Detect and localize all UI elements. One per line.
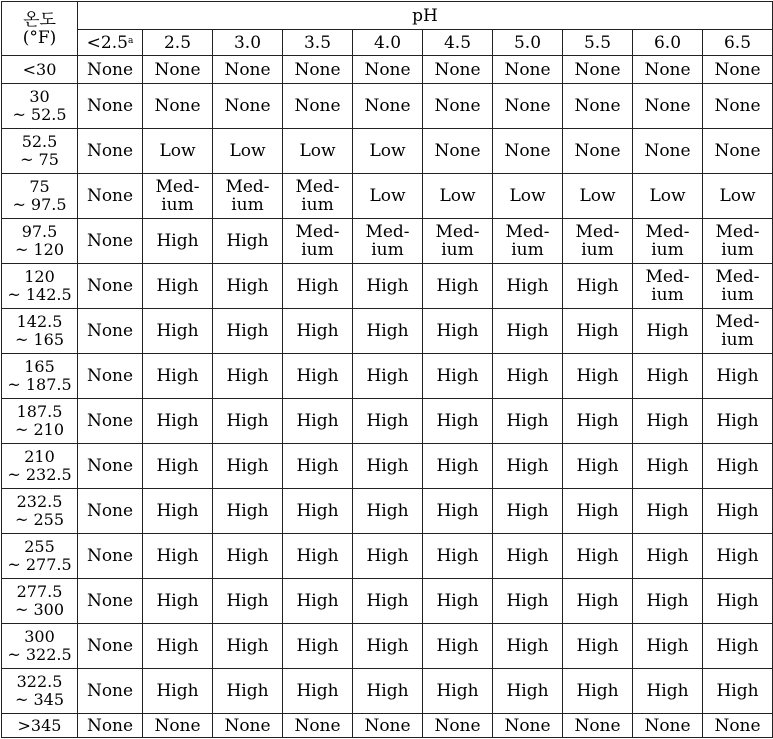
table-row xyxy=(2,174,773,219)
risk-level-line: Med- xyxy=(295,177,340,197)
risk-level-cell: Low xyxy=(283,129,353,174)
risk-level-cell: None xyxy=(78,624,143,669)
risk-level-line: ium xyxy=(441,240,474,260)
temperature-range-cell xyxy=(2,174,78,219)
temperature-header xyxy=(2,2,78,56)
risk-level-cell: High xyxy=(423,264,493,309)
risk-level-line: ium xyxy=(301,240,334,260)
risk-level-cell: High xyxy=(633,444,703,489)
ph-header-cell: 4.5 xyxy=(423,30,493,56)
risk-level-cell: High xyxy=(423,669,493,714)
risk-level-cell: None xyxy=(563,129,633,174)
risk-level-cell: None xyxy=(78,444,143,489)
risk-level-cell: High xyxy=(143,399,213,444)
risk-level-cell: High xyxy=(143,309,213,354)
risk-level-line: Med- xyxy=(225,177,270,197)
temperature-range-line: 300 xyxy=(24,627,55,646)
risk-level-cell: None xyxy=(423,56,493,84)
risk-level-cell: High xyxy=(703,399,773,444)
temperature-range-line: 97.5 xyxy=(21,222,58,241)
risk-level-cell: High xyxy=(423,489,493,534)
risk-level-cell: High xyxy=(633,489,703,534)
risk-level-cell: None xyxy=(353,714,423,738)
risk-level-cell: High xyxy=(493,669,563,714)
risk-level-cell: None xyxy=(143,84,213,129)
risk-level-cell: High xyxy=(633,669,703,714)
risk-level-cell: None xyxy=(78,714,143,738)
risk-level-cell: None xyxy=(423,714,493,738)
temperature-range-line: 210 xyxy=(24,447,55,466)
temperature-range-line: ~ 75 xyxy=(20,150,59,169)
risk-level-cell xyxy=(283,219,353,264)
risk-level-cell: None xyxy=(493,129,563,174)
temperature-range-line: >345 xyxy=(17,715,62,735)
temperature-range-cell xyxy=(2,534,78,579)
risk-level-line: Med- xyxy=(295,222,340,242)
risk-level-line: ium xyxy=(651,285,684,305)
risk-level-line: Med- xyxy=(365,222,410,242)
risk-level-cell: None xyxy=(78,264,143,309)
table-row xyxy=(2,669,773,714)
table-row xyxy=(2,264,773,309)
risk-level-cell: Low xyxy=(353,174,423,219)
risk-level-cell: None xyxy=(78,489,143,534)
risk-level-cell: None xyxy=(563,56,633,84)
risk-level-line: Med- xyxy=(715,267,760,287)
ph-header-cell: 3.5 xyxy=(283,30,353,56)
risk-level-cell: None xyxy=(493,714,563,738)
risk-level-cell: High xyxy=(563,444,633,489)
temperature-range-cell xyxy=(2,129,78,174)
risk-level-cell: Low xyxy=(423,174,493,219)
risk-level-cell: High xyxy=(143,354,213,399)
risk-level-cell: High xyxy=(143,579,213,624)
risk-level-cell: High xyxy=(353,669,423,714)
temperature-range-line: 322.5 xyxy=(16,672,63,691)
temperature-range-line: 75 xyxy=(29,177,50,196)
temperature-range-line: ~ 142.5 xyxy=(7,285,72,304)
risk-level-cell: None xyxy=(423,84,493,129)
temperature-header-label: 온도 xyxy=(23,9,56,30)
temperature-range-line: 187.5 xyxy=(16,402,63,421)
risk-level-cell: High xyxy=(423,579,493,624)
risk-level-cell xyxy=(143,174,213,219)
risk-level-cell: None xyxy=(493,56,563,84)
risk-level-cell: High xyxy=(213,534,283,579)
risk-level-cell xyxy=(493,219,563,264)
risk-level-cell: High xyxy=(493,309,563,354)
risk-level-cell: High xyxy=(213,489,283,534)
risk-level-line: Med- xyxy=(435,222,480,242)
table-row xyxy=(2,56,773,84)
risk-level-cell: High xyxy=(703,534,773,579)
risk-level-cell: None xyxy=(563,84,633,129)
table-row xyxy=(2,84,773,129)
risk-level-cell: High xyxy=(353,534,423,579)
risk-level-cell: None xyxy=(78,174,143,219)
risk-level-line: Med- xyxy=(155,177,200,197)
risk-level-cell: High xyxy=(353,579,423,624)
risk-level-cell: None xyxy=(78,669,143,714)
ph-header-cell: 5.5 xyxy=(563,30,633,56)
risk-level-cell: Low xyxy=(633,174,703,219)
risk-level-cell: None xyxy=(353,84,423,129)
risk-level-cell: High xyxy=(143,264,213,309)
risk-level-line: ium xyxy=(721,240,754,260)
risk-level-cell xyxy=(213,174,283,219)
risk-level-cell: High xyxy=(423,624,493,669)
risk-level-line: ium xyxy=(301,195,334,215)
risk-level-cell: None xyxy=(283,714,353,738)
risk-level-cell: None xyxy=(78,579,143,624)
risk-level-line: ium xyxy=(231,195,264,215)
risk-table xyxy=(1,1,773,738)
table-row xyxy=(2,354,773,399)
risk-level-cell: High xyxy=(703,579,773,624)
risk-level-cell: High xyxy=(353,354,423,399)
temperature-range-line: <30 xyxy=(22,59,57,79)
temperature-range-line: ~ 277.5 xyxy=(7,555,72,574)
risk-level-cell: High xyxy=(493,354,563,399)
risk-level-cell xyxy=(283,174,353,219)
risk-level-cell: None xyxy=(703,56,773,84)
risk-level-line: ium xyxy=(651,240,684,260)
risk-level-cell: None xyxy=(78,84,143,129)
table-row xyxy=(2,714,773,738)
table-row xyxy=(2,534,773,579)
risk-level-cell: High xyxy=(633,399,703,444)
risk-level-cell: High xyxy=(143,489,213,534)
risk-level-cell: None xyxy=(78,129,143,174)
risk-level-cell: High xyxy=(143,534,213,579)
temperature-range-line: 255 xyxy=(24,537,55,556)
risk-level-cell xyxy=(353,219,423,264)
risk-level-cell: High xyxy=(283,669,353,714)
risk-level-cell: High xyxy=(213,354,283,399)
risk-level-line: Med- xyxy=(715,222,760,242)
risk-level-cell: High xyxy=(493,624,563,669)
temperature-header-unit: (°F) xyxy=(22,27,57,48)
risk-level-cell: None xyxy=(78,354,143,399)
risk-level-cell: Low xyxy=(143,129,213,174)
temperature-range-cell xyxy=(2,264,78,309)
table-row xyxy=(2,219,773,264)
risk-level-cell: High xyxy=(633,354,703,399)
risk-level-cell: High xyxy=(423,444,493,489)
risk-level-line: Med- xyxy=(505,222,550,242)
risk-level-cell: High xyxy=(563,624,633,669)
risk-level-cell: None xyxy=(78,399,143,444)
risk-level-cell: High xyxy=(283,489,353,534)
risk-level-cell: High xyxy=(493,399,563,444)
risk-level-cell xyxy=(703,264,773,309)
risk-level-cell: High xyxy=(423,534,493,579)
risk-level-cell: None xyxy=(78,56,143,84)
risk-level-cell: None xyxy=(633,84,703,129)
risk-level-line: ium xyxy=(721,285,754,305)
risk-level-cell: High xyxy=(633,534,703,579)
risk-level-cell: High xyxy=(353,624,423,669)
temperature-range-line: 120 xyxy=(24,267,55,286)
risk-level-cell: High xyxy=(213,669,283,714)
risk-level-cell: None xyxy=(213,84,283,129)
risk-level-line: Med- xyxy=(715,312,760,332)
risk-level-cell: Low xyxy=(213,129,283,174)
risk-level-cell: None xyxy=(633,129,703,174)
temperature-range-cell xyxy=(2,489,78,534)
risk-level-cell: High xyxy=(423,354,493,399)
risk-level-cell xyxy=(633,264,703,309)
temperature-range-line: ~ 345 xyxy=(14,690,65,709)
risk-level-line: ium xyxy=(511,240,544,260)
risk-level-cell: High xyxy=(283,309,353,354)
risk-level-cell: None xyxy=(78,534,143,579)
risk-level-cell: None xyxy=(353,56,423,84)
risk-level-cell: High xyxy=(213,219,283,264)
risk-level-cell: High xyxy=(353,444,423,489)
temperature-range-line: ~ 97.5 xyxy=(12,195,67,214)
risk-level-cell: High xyxy=(493,264,563,309)
risk-level-cell: High xyxy=(353,309,423,354)
risk-level-cell: High xyxy=(283,444,353,489)
risk-level-cell xyxy=(633,219,703,264)
risk-level-cell: High xyxy=(143,219,213,264)
risk-level-line: ium xyxy=(721,330,754,350)
risk-level-cell: High xyxy=(143,669,213,714)
risk-level-cell: High xyxy=(633,579,703,624)
temperature-range-cell xyxy=(2,309,78,354)
table-row xyxy=(2,489,773,534)
temperature-range-cell xyxy=(2,399,78,444)
ph-group-header: pH xyxy=(78,2,773,30)
table-row xyxy=(2,129,773,174)
risk-level-cell: None xyxy=(563,714,633,738)
risk-level-cell: High xyxy=(143,444,213,489)
risk-level-cell: High xyxy=(563,534,633,579)
table-row xyxy=(2,309,773,354)
ph-header-cell: 2.5 xyxy=(143,30,213,56)
risk-level-line: Med- xyxy=(645,267,690,287)
ph-header-value: <2.5 xyxy=(86,32,128,53)
risk-level-cell: High xyxy=(353,489,423,534)
footnote-marker: a xyxy=(127,35,134,46)
table-row xyxy=(2,624,773,669)
risk-level-cell: High xyxy=(703,489,773,534)
risk-level-line: Med- xyxy=(575,222,620,242)
risk-level-cell xyxy=(703,309,773,354)
risk-level-cell: High xyxy=(353,264,423,309)
risk-level-cell: High xyxy=(423,309,493,354)
risk-level-cell: None xyxy=(143,56,213,84)
temperature-range-cell xyxy=(2,56,78,84)
risk-level-cell: High xyxy=(283,354,353,399)
risk-level-cell: High xyxy=(703,669,773,714)
risk-level-cell: High xyxy=(563,399,633,444)
temperature-range-cell xyxy=(2,714,78,738)
risk-level-cell: None xyxy=(633,56,703,84)
temperature-range-line: ~ 52.5 xyxy=(12,105,67,124)
risk-level-cell: Low xyxy=(703,174,773,219)
risk-level-cell: None xyxy=(633,714,703,738)
temperature-range-cell xyxy=(2,669,78,714)
ph-header-cell: 6.0 xyxy=(633,30,703,56)
table-row xyxy=(2,399,773,444)
temperature-range-line: ~ 210 xyxy=(14,420,65,439)
risk-level-line: Med- xyxy=(645,222,690,242)
temperature-range-cell xyxy=(2,219,78,264)
risk-level-cell: High xyxy=(633,624,703,669)
risk-level-cell: High xyxy=(633,309,703,354)
temperature-range-line: 52.5 xyxy=(21,132,58,151)
temperature-range-line: 277.5 xyxy=(16,582,63,601)
temperature-range-line: ~ 255 xyxy=(14,510,65,529)
risk-level-cell: None xyxy=(423,129,493,174)
risk-level-cell: None xyxy=(493,84,563,129)
risk-level-cell: None xyxy=(703,84,773,129)
risk-level-cell: High xyxy=(703,444,773,489)
risk-level-cell xyxy=(563,219,633,264)
risk-level-cell: High xyxy=(493,534,563,579)
risk-level-cell xyxy=(703,219,773,264)
risk-level-line: ium xyxy=(161,195,194,215)
temperature-range-cell xyxy=(2,444,78,489)
risk-level-cell: None xyxy=(213,714,283,738)
temperature-range-line: 142.5 xyxy=(16,312,63,331)
temperature-range-line: 165 xyxy=(24,357,55,376)
risk-level-cell: High xyxy=(213,579,283,624)
temperature-range-line: ~ 120 xyxy=(14,240,65,259)
ph-header-cell: 4.0 xyxy=(353,30,423,56)
risk-level-cell xyxy=(423,219,493,264)
risk-level-line: ium xyxy=(371,240,404,260)
ph-header-cell: 3.0 xyxy=(213,30,283,56)
risk-level-cell: High xyxy=(493,579,563,624)
risk-level-cell: High xyxy=(283,399,353,444)
risk-level-cell: High xyxy=(213,444,283,489)
risk-level-cell: Low xyxy=(353,129,423,174)
temperature-range-cell xyxy=(2,354,78,399)
risk-level-cell: High xyxy=(563,669,633,714)
temperature-range-cell xyxy=(2,84,78,129)
risk-level-cell: High xyxy=(143,624,213,669)
risk-level-cell: None xyxy=(78,219,143,264)
temperature-range-cell xyxy=(2,624,78,669)
risk-level-cell: Low xyxy=(493,174,563,219)
table-row xyxy=(2,579,773,624)
risk-level-cell: None xyxy=(213,56,283,84)
risk-level-cell: High xyxy=(563,354,633,399)
risk-level-cell: None xyxy=(283,84,353,129)
ph-header-cell xyxy=(78,30,143,56)
risk-level-cell: High xyxy=(353,399,423,444)
temperature-range-line: 30 xyxy=(29,87,50,106)
risk-level-cell: None xyxy=(143,714,213,738)
risk-level-cell: High xyxy=(423,399,493,444)
risk-level-cell: None xyxy=(703,129,773,174)
risk-level-cell: None xyxy=(703,714,773,738)
risk-level-line: ium xyxy=(581,240,614,260)
risk-level-cell: High xyxy=(283,534,353,579)
risk-level-cell: High xyxy=(563,309,633,354)
risk-level-cell: High xyxy=(213,624,283,669)
table-row xyxy=(2,444,773,489)
risk-level-cell: High xyxy=(493,444,563,489)
temperature-range-line: ~ 232.5 xyxy=(7,465,72,484)
risk-level-cell: High xyxy=(703,624,773,669)
risk-level-cell: High xyxy=(213,309,283,354)
risk-level-cell: High xyxy=(563,264,633,309)
risk-level-cell: High xyxy=(283,579,353,624)
risk-level-cell: High xyxy=(493,489,563,534)
temperature-range-line: 232.5 xyxy=(16,492,63,511)
risk-level-cell: High xyxy=(283,264,353,309)
risk-level-cell: High xyxy=(213,264,283,309)
temperature-range-line: ~ 322.5 xyxy=(7,645,72,664)
risk-level-cell: None xyxy=(78,309,143,354)
risk-level-cell: High xyxy=(283,624,353,669)
ph-header-cell: 5.0 xyxy=(493,30,563,56)
risk-level-cell: Low xyxy=(563,174,633,219)
risk-level-cell: High xyxy=(703,354,773,399)
risk-level-cell: None xyxy=(283,56,353,84)
temperature-range-line: ~ 187.5 xyxy=(7,375,72,394)
temperature-range-line: ~ 300 xyxy=(14,600,65,619)
risk-level-cell: High xyxy=(563,579,633,624)
ph-header-cell: 6.5 xyxy=(703,30,773,56)
temperature-range-line: ~ 165 xyxy=(14,330,65,349)
risk-level-cell: High xyxy=(213,399,283,444)
temperature-range-cell xyxy=(2,579,78,624)
risk-level-cell: High xyxy=(563,489,633,534)
